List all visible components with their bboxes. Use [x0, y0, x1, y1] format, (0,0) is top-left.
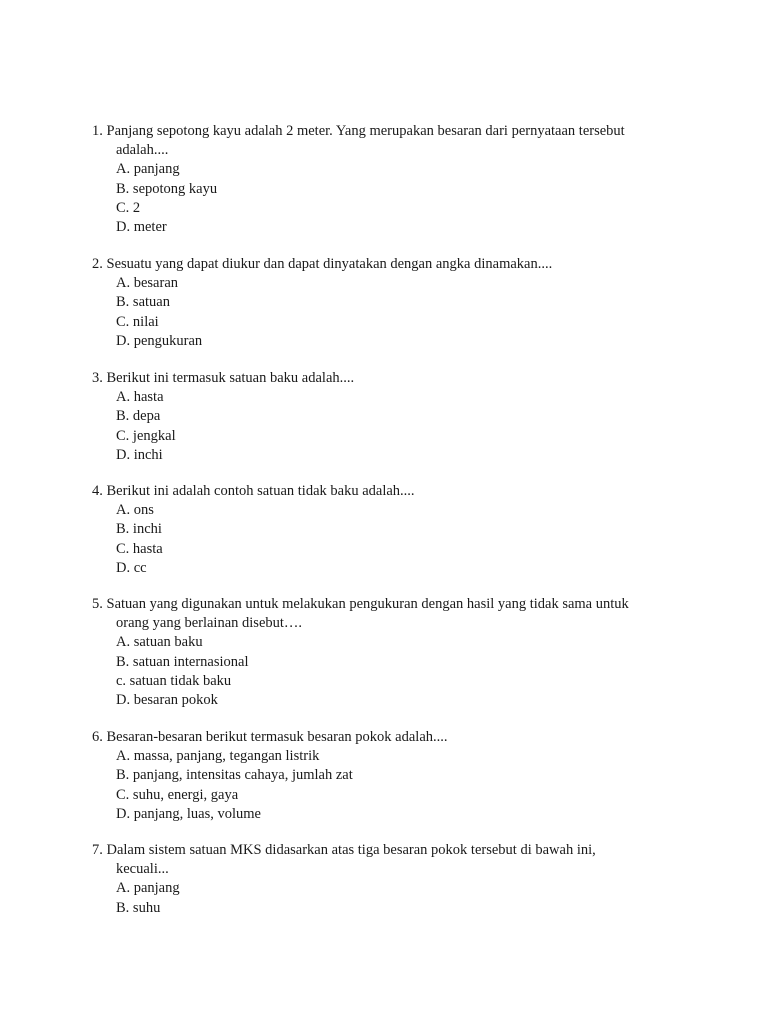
question-stem: 1. Panjang sepotong kayu adalah 2 meter. Yang merupakan besaran dari pernyataan tersebut: [92, 123, 625, 139]
option-b: B. sepotong kayu: [116, 180, 218, 197]
option-d: D. cc: [116, 559, 147, 576]
question-stem: 3. Berikut ini termasuk satuan baku adalah....: [92, 370, 355, 386]
option-d: D. meter: [116, 218, 167, 235]
option-b: B. depa: [116, 408, 161, 425]
question-1: [92, 122, 692, 237]
question-6: [92, 728, 692, 824]
option-c: C. suhu, energi, gaya: [116, 786, 239, 803]
question-3: [92, 369, 692, 465]
question-2: [92, 255, 692, 351]
option-c: c. satuan tidak baku: [116, 672, 232, 689]
option-a: A. besaran: [116, 275, 179, 292]
question-stem: 5. Satuan yang digunakan untuk melakukan pengukuran dengan hasil yang tidak sama untuk: [92, 596, 629, 612]
option-b: B. suhu: [116, 899, 161, 916]
option-b: B. satuan: [116, 294, 170, 311]
option-a: A. panjang: [116, 880, 180, 897]
option-b: B. satuan internasional: [116, 653, 249, 670]
option-b: B. inchi: [116, 521, 162, 538]
question-4: [92, 482, 692, 578]
question-stem-continued: orang yang berlainan disebut….: [116, 615, 303, 632]
option-c: C. hasta: [116, 540, 163, 557]
option-d: D. panjang, luas, volume: [116, 805, 261, 822]
option-d: D. besaran pokok: [116, 691, 218, 708]
option-c: C. jengkal: [116, 427, 176, 444]
question-7: [92, 841, 692, 918]
option-c: C. 2: [116, 199, 141, 216]
option-d: D. pengukuran: [116, 332, 203, 349]
question-stem: 4. Berikut ini adalah contoh satuan tidak baku adalah....: [92, 483, 415, 499]
option-a: A. ons: [116, 502, 154, 519]
option-a: A. hasta: [116, 389, 164, 406]
option-b: B. panjang, intensitas cahaya, jumlah zat: [116, 767, 353, 784]
option-c: C. nilai: [116, 313, 159, 330]
question-stem-continued: adalah....: [116, 142, 169, 159]
question-stem-continued: kecuali...: [116, 861, 169, 878]
option-a: A. panjang: [116, 161, 180, 178]
question-stem: 2. Sesuatu yang dapat diukur dan dapat dinyatakan dengan angka dinamakan....: [92, 256, 553, 272]
question-5: [92, 595, 692, 710]
question-stem: 7. Dalam sistem satuan MKS didasarkan atas tiga besaran pokok tersebut di bawah ini,: [92, 842, 596, 858]
option-d: D. inchi: [116, 446, 163, 463]
option-a: A. massa, panjang, tegangan listrik: [116, 748, 320, 765]
question-stem: 6. Besaran-besaran berikut termasuk besaran pokok adalah....: [92, 729, 448, 745]
option-a: A. satuan baku: [116, 634, 203, 651]
